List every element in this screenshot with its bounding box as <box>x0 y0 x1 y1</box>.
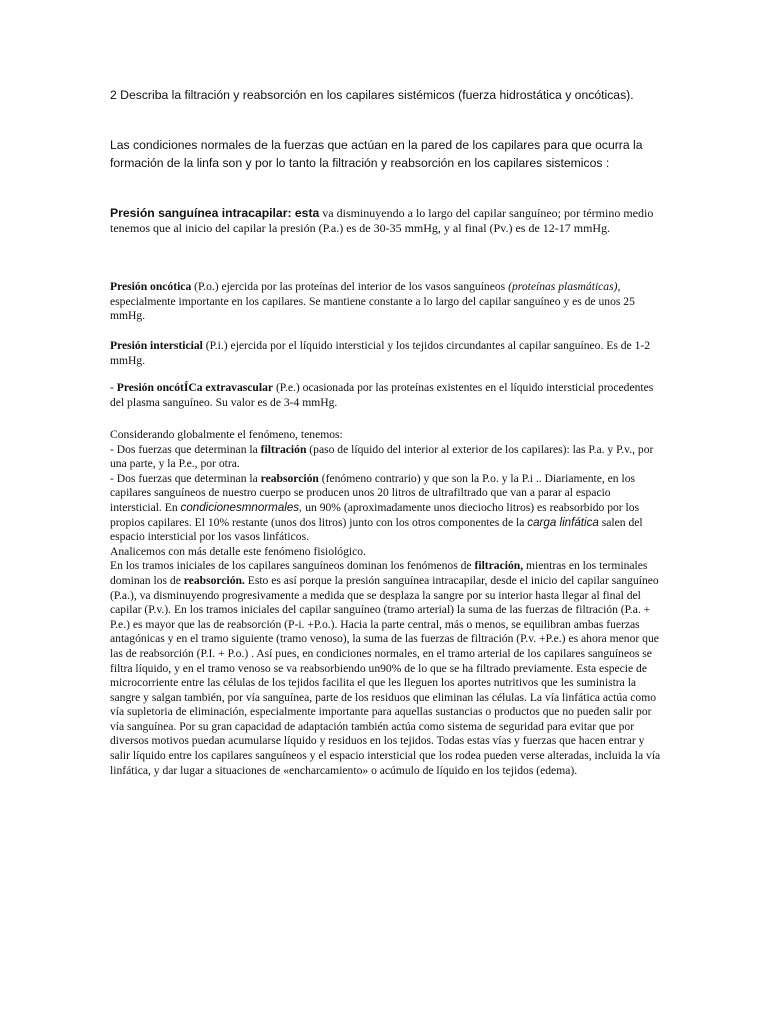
filtracion-bold: filtración <box>260 442 307 456</box>
presion-oncotica-paragraph <box>110 280 662 324</box>
consideraciones-intro: Considerando globalmente el fenómeno, tenemos: <box>110 428 343 441</box>
presion-intracapilar-paragraph <box>110 206 662 236</box>
fuerzas-reabsorcion-text: - Dos fuerzas que determinan la reabsorción (fenómeno contrario) y que son la P.o. y la P.i .. Diariamente, en los capilares sanguíneos de nuestro cuerpo se producen unos 20 litros de ultrafiltrado que van a parar al espacio intersticial. En condicionesmnormales, un 90% (aproximadamente unos dieciocho litros) es reabsorbido por los propios capilares. El 10% restante (unos dos litros) junto con los otros componentes de la carga linfática salen del espacio intersticial por los vasos linfáticos. <box>110 471 643 544</box>
presion-intersticial-label: Presión intersticial <box>110 339 203 352</box>
presion-intersticial-paragraph <box>110 339 662 368</box>
proteinas-plasmaticas-text: (proteínas plasmáticas), <box>508 280 621 293</box>
presion-intersticial-text: (P.i.) ejercida por el líquido intersticial y los tejidos circundantes al capilar sanguíneo. Es de 1-2 mmHg. <box>110 339 651 367</box>
condiciones-normales-italic: condicionesmnormales, <box>180 500 303 514</box>
reabsorcion-bold-2: reabsorción. <box>183 573 245 587</box>
presion-oncotica-extravascular-text: (P.e.) ocasionada por las proteínas existentes en el líquido intersticial procedentes del plasma sanguíneo. Su valor es de 3-4 mmHg. <box>110 381 654 409</box>
intro-paragraph: Las condiciones normales de la fuerzas que actúan en la pared de los capilares para que ocurra la formación de la linfa son y por lo tanto la filtración y reabsorción en los capilares sistemicos : <box>110 138 643 170</box>
filtracion-bold-2: filtración, <box>474 559 524 573</box>
presion-oncotica-extravascular-paragraph <box>110 381 662 410</box>
question-heading: 2 Describa la filtración y reabsorción en los capilares sistémicos (fuerza hidrostática y oncóticas). <box>110 88 634 102</box>
consideraciones-section <box>110 428 662 778</box>
dash-prefix: - <box>110 381 117 394</box>
tramos-iniciales-paragraph: En los tramos iniciales de los capilares sanguíneos dominan los fenómenos de filtración, mientras en los terminales dominan los de reabsorción. Esto es así porque la presión sanguínea intracapilar, desde el inicio del capilar sanguíneo (P.a.), va disminuyendo progresivamente a medida que se desplaza la sangre por su interior hasta llegar al final del capilar (P.v.). En los tramos iniciales del capilar sanguíneo (tramo arterial) la suma de las fuerzas de filtración (P.a. + P.e.) es mayor que las de reabsorción (P-i. +P.o.). Hacia la parte central, más o menos, se equilibran ambas fuerzas antagónicas y en el tramo siguiente (tramo venoso), la suma de las fuerzas de filtración (P.v. +P.e.) es ahora menor que las de reabsorción (P.I. + P.o.) . Así pues, en condiciones normales, en el tramo arterial de los capilares sanguíneos se filtra líquido, y en el tramo venoso se va reabsorbiendo un90% de lo que se ha filtrado previamente. Esta especie de microcorriente entre las células de los tejidos facilita el que les lleguen los aportes nutritivos que les suministra la sangre y salgan también, por vía sanguínea, parte de los residuos que eliminan las células. La vía linfática actúa como vía supletoria de eliminación, especialmente importante para aquellas sustancias o productos que no pueden salir por vía sanguínea. Por su gran capacidad de adaptación también actúa como sistema de seguridad para evitar que por diversos motivos puedan acumularse líquido y residuos en los tejidos. Todas estas vías y fuerzas que hacen entrar y salir líquido entre los capilares sanguíneos y el espacio intersticial que los rodea pueden verse alteradas, incluida la vía linfática, y dar lugar a situaciones de «encharcamiento» o acúmulo de líquido en los tejidos (edema). <box>110 559 661 777</box>
presion-intracapilar-text: va disminuyendo a lo largo del capilar sanguíneo; por término medio tenemos que al inicio del capilar la presión (P.a.) es de 30-35 mmHg, y al final (Pv.) es de 12-17 mmHg. <box>110 206 654 235</box>
carga-linfatica-italic: carga linfática <box>527 515 599 529</box>
fuerzas-filtracion-text: - Dos fuerzas que determinan la filtración (paso de líquido del interior al exterior de los capilares): las P.a. y P.v., por una parte, y la P.e., por otra. <box>110 442 654 471</box>
reabsorcion-bold: reabsorción <box>260 471 319 485</box>
presion-oncotica-extravascular-label: Presión oncótÍCa extravascular <box>116 381 274 394</box>
presion-oncotica-text-1: (P.o.) ejercida por las proteínas del interior de los vasos sanguíneos <box>191 280 509 293</box>
presion-intracapilar-label: Presión sanguínea intracapilar: esta <box>110 206 320 220</box>
presion-oncotica-text-2: especialmente importante en los capilares. Se mantiene constante a lo largo del capilar sanguíneo y es de unos 25 mmHg. <box>110 294 635 323</box>
presion-oncotica-label: Presión oncótica <box>110 280 192 293</box>
analicemos-text: Analicemos con más detalle este fenómeno fisiológico. <box>110 544 366 558</box>
